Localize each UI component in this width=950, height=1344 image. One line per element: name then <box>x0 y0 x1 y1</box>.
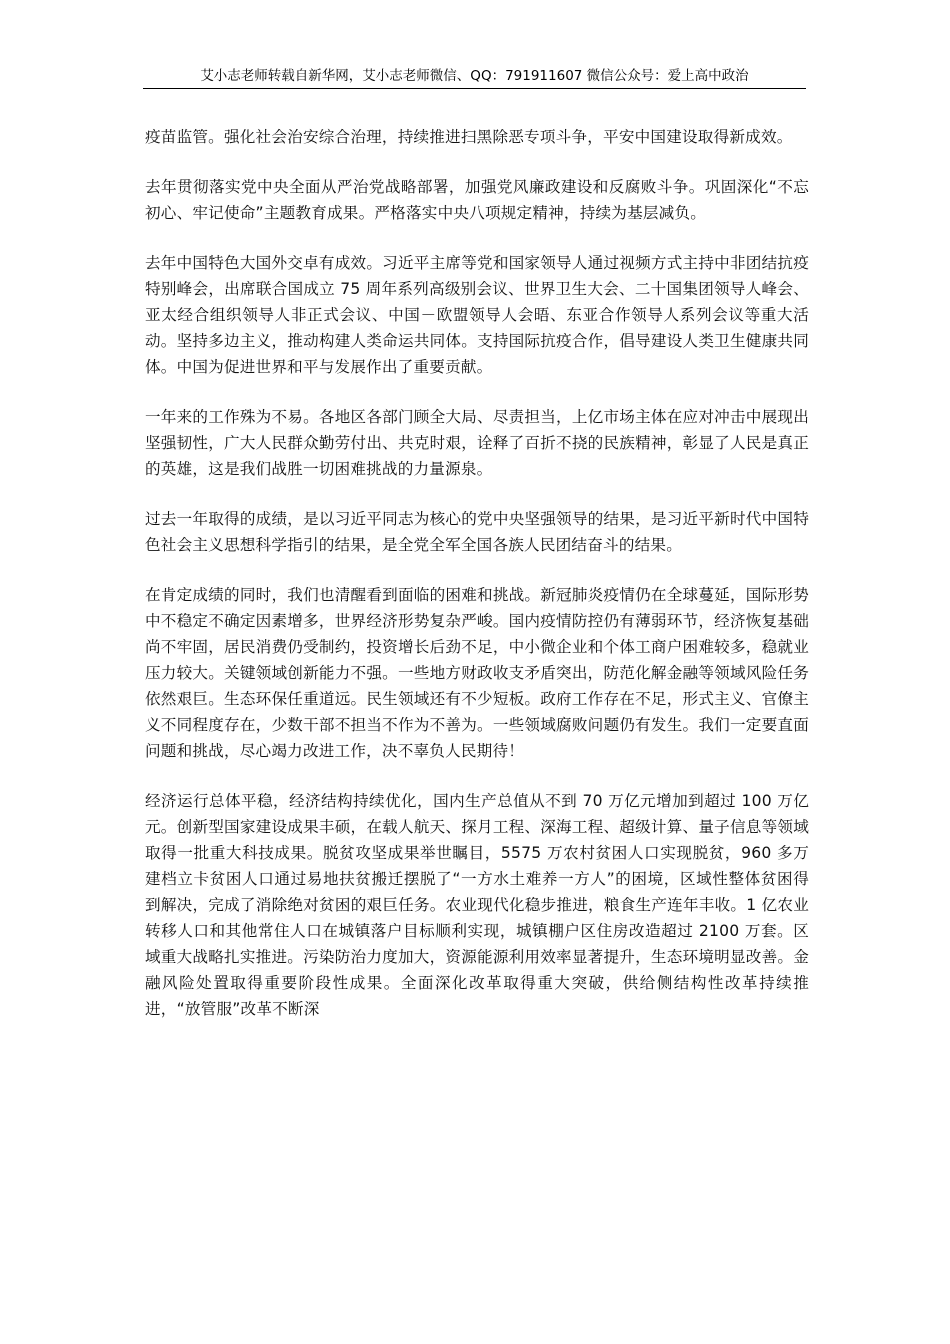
paragraph: 过去一年取得的成绩，是以习近平同志为核心的党中央坚强领导的结果，是习近平新时代中国特色社会主义思想科学指引的结果，是全党全军全国各族人民团结奋斗的结果。 <box>145 510 809 554</box>
paragraph: 在肯定成绩的同时，我们也清醒看到面临的困难和挑战。新冠肺炎疫情仍在全球蔓延，国际形势中不稳定不确定因素增多，世界经济形势复杂严峻。国内疫情防控仍有薄弱环节，经济恢复基础尚不牢固，居民消费仍受制约，投资增长后劲不足，中小微企业和个体工商户困难较多，稳就业压力较大。关键领域创新能力不强。一些地方财政收支矛盾突出，防范化解金融等领域风险任务依然艰巨。生态环保任重道远。民生领域还有不少短板。政府工作存在不足，形式主义、官僚主义不同程度存在，少数干部不担当不作为不善为。一些领域腐败问题仍有发生。我们一定要直面问题和挑战，尽心竭力改进工作，决不辜负人民期待！ <box>145 586 809 760</box>
paragraph: 疫苗监管。强化社会治安综合治理，持续推进扫黑除恶专项斗争，平安中国建设取得新成效。 <box>145 128 793 146</box>
page-header: 艾小志老师转载自新华网，艾小志老师微信、QQ：791911607 微信公众号：爱上高中政治 <box>143 66 806 89</box>
paragraph: 去年中国特色大国外交卓有成效。习近平主席等党和国家领导人通过视频方式主持中非团结抗疫特别峰会，出席联合国成立 75 周年系列高级别会议、世界卫生大会、二十国集团领导人峰会、亚太经合组织领导人非正式会议、中国－欧盟领导人会晤、东亚合作领导人系列会议等重大活动。坚持多边主义，推动构建人类命运共同体。支持国际抗疫合作，倡导建设人类卫生健康共同体。中国为促进世界和平与发展作出了重要贡献。 <box>145 254 809 376</box>
paragraph: 去年贯彻落实党中央全面从严治党战略部署，加强党风廉政建设和反腐败斗争。巩固深化“不忘初心、牢记使命”主题教育成果。严格落实中央八项规定精神，持续为基层减负。 <box>145 178 809 222</box>
paragraph: 一年来的工作殊为不易。各地区各部门顾全大局、尽责担当，上亿市场主体在应对冲击中展现出坚强韧性，广大人民群众勤劳付出、共克时艰，诠释了百折不挠的民族精神，彰显了人民是真正的英雄，这是我们战胜一切困难挑战的力量源泉。 <box>145 408 809 478</box>
document-body <box>145 124 809 1046</box>
paragraph: 经济运行总体平稳，经济结构持续优化，国内生产总值从不到 70 万亿元增加到超过 100 万亿元。创新型国家建设成果丰硕，在载人航天、探月工程、深海工程、超级计算、量子信息等领域取得一批重大科技成果。脱贫攻坚成果举世瞩目，5575 万农村贫困人口实现脱贫，960 多万建档立卡贫困人口通过易地扶贫搬迁摆脱了“一方水土难养一方人”的困境，区域性整体贫困得到解决，完成了消除绝对贫困的艰巨任务。农业现代化稳步推进，粮食生产连年丰收。1 亿农业转移人口和其他常住人口在城镇落户目标顺利实现，城镇棚户区住房改造超过 2100 万套。区域重大战略扎实推进。污染防治力度加大，资源能源利用效率显著提升，生态环境明显改善。金融风险处置取得重要阶段性成果。全面深化改革取得重大突破，供给侧结构性改革持续推进，“放管服”改革不断深 <box>145 792 809 1018</box>
